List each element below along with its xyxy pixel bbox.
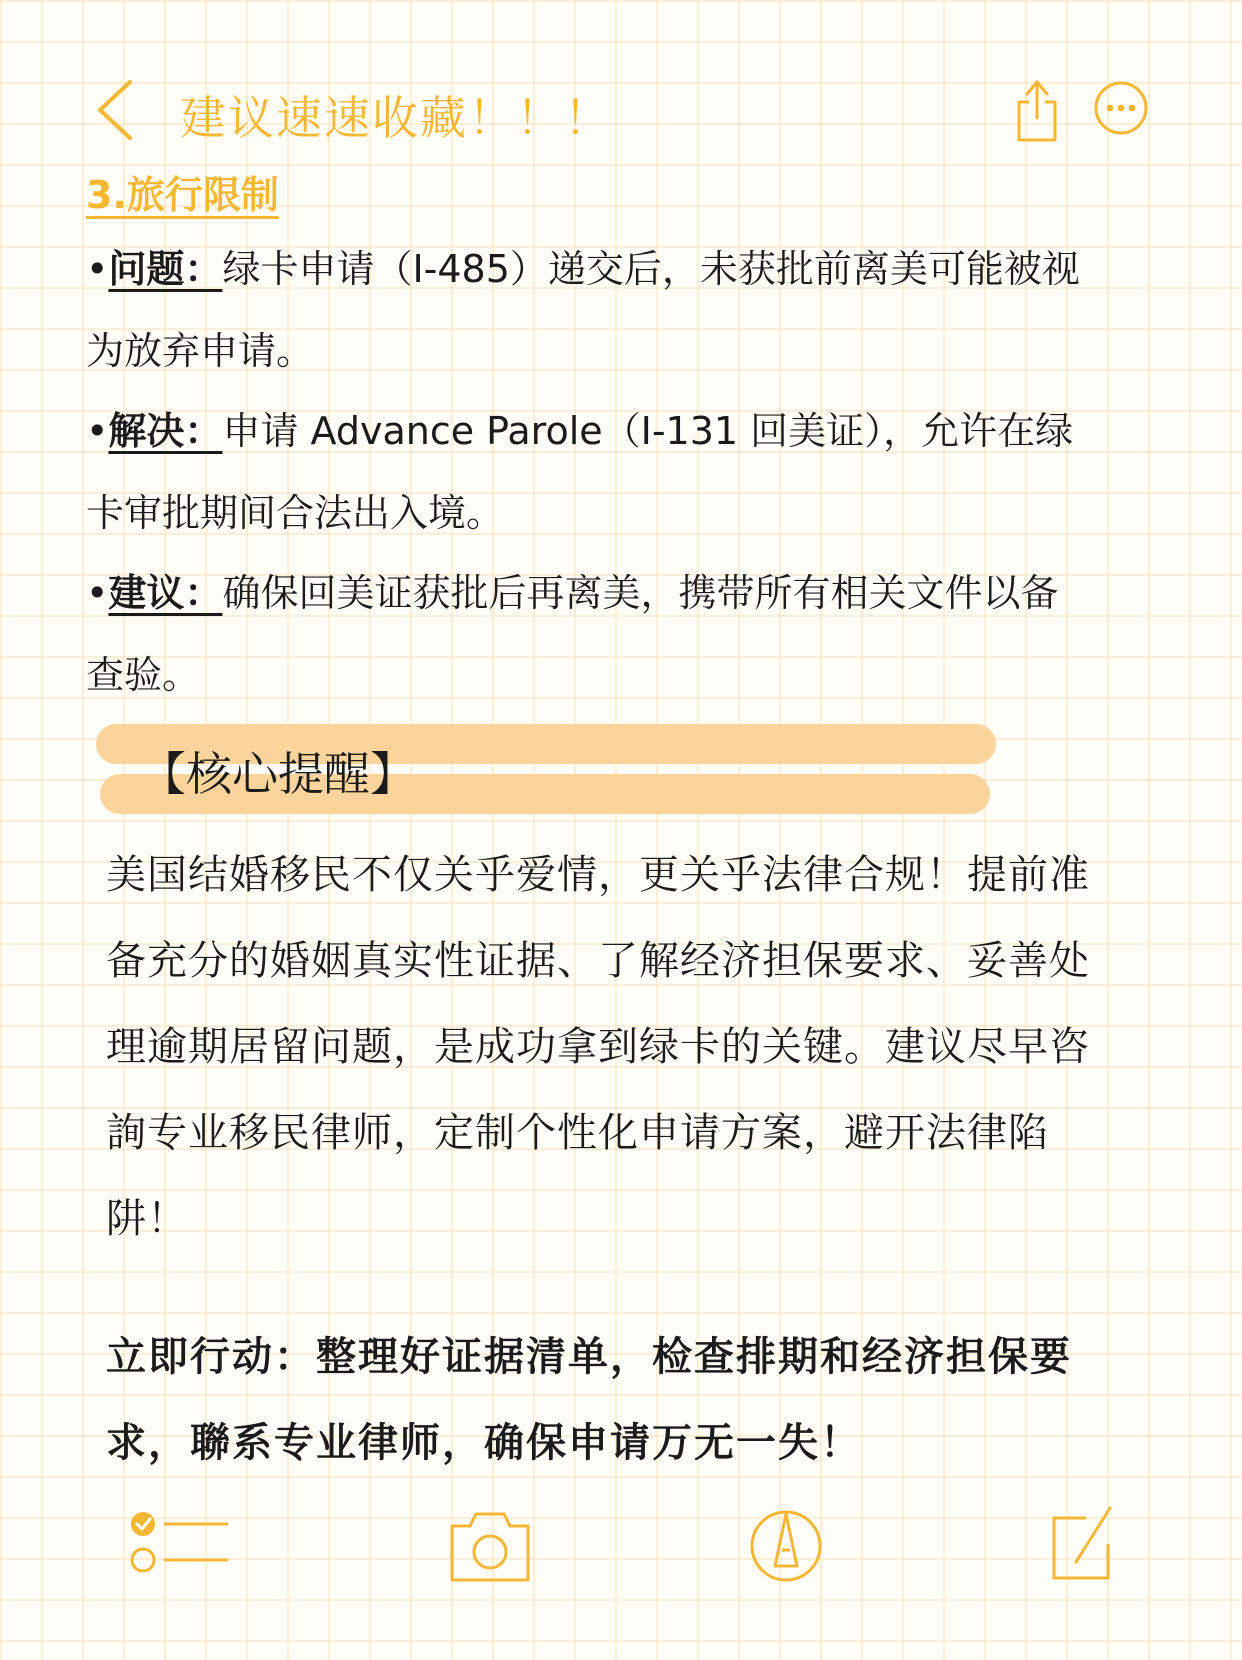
item-text: 申请 Advance Parole（I-131 回美证），允许在绿 — [222, 409, 1074, 453]
more-icon[interactable] — [1093, 80, 1149, 136]
summary-line: 备充分的婚姻真实性证据、了解经济担保要求、妥善处 — [106, 938, 1090, 984]
pen-icon[interactable] — [749, 1500, 823, 1590]
summary-line: 理逾期居留问题，是成功拿到绿卡的关键。建议尽早咨 — [106, 1024, 1090, 1070]
paragraph-line: •解决：申请 Advance Parole（I-131 回美证），允许在绿 — [86, 409, 1074, 453]
paragraph-line: •建议：确保回美证获批后再离美，携带所有相关文件以备 — [86, 571, 1059, 615]
action-line: 求，聯系专业律师，确保申请万无一失！ — [106, 1420, 862, 1466]
item-label: 解决： — [108, 409, 223, 453]
checklist-icon[interactable] — [128, 1500, 232, 1590]
top-bar — [0, 60, 1242, 160]
summary-line: 阱！ — [106, 1196, 188, 1242]
action-line: 立即行动：整理好证据清单，检查排期和经济担保要 — [106, 1334, 1072, 1380]
paragraph-line: 为放弃申请。 — [86, 329, 315, 373]
item-text: 绿卡申请（I-485）递交后，未获批前离美可能被视 — [222, 247, 1080, 291]
share-icon[interactable] — [1014, 74, 1060, 144]
paragraph-line: 卡审批期间合法出入境。 — [86, 491, 505, 535]
summary-paragraph — [106, 832, 1090, 1262]
advice-paragraph — [86, 552, 1166, 716]
section-heading: 3.旅行限制 — [86, 173, 279, 217]
paragraph-line: 查验。 — [86, 653, 201, 697]
item-text: 确保回美证获批后再离美，携带所有相关文件以备 — [222, 571, 1059, 615]
note-title: 建议速速收藏！！！ — [180, 91, 612, 145]
summary-line: 詢专业移民律师，定制个性化申请方案，避开法律陷 — [106, 1110, 1049, 1156]
compose-icon[interactable] — [1046, 1500, 1116, 1590]
summary-line: 美国结婚移民不仅关乎爱情，更关乎法律合规！提前准 — [106, 852, 1090, 898]
paragraph-line: •问题：绿卡申请（I-485）递交后，未获批前离美可能被视 — [86, 247, 1080, 291]
camera-icon[interactable] — [448, 1500, 532, 1590]
chevron-left-icon[interactable] — [92, 78, 136, 142]
action-paragraph — [106, 1314, 1072, 1486]
item-label: 问题： — [108, 247, 223, 291]
item-label: 建议： — [108, 571, 223, 615]
problem-paragraph — [86, 228, 1166, 392]
solution-paragraph — [86, 390, 1166, 554]
reminder-title: 【核心提醒】 — [140, 747, 416, 801]
bottom-toolbar — [0, 1500, 1242, 1590]
